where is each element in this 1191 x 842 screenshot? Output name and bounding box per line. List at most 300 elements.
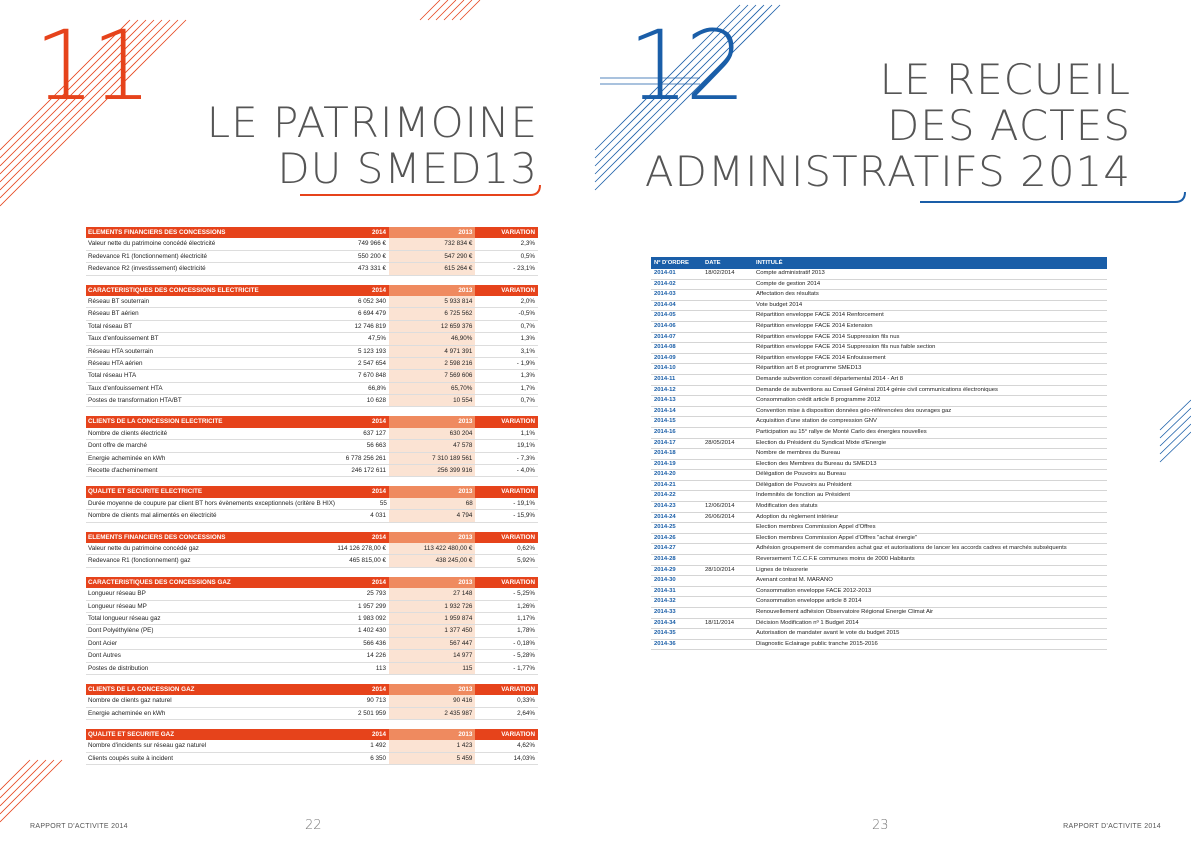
table-cell: DATE [705,260,721,266]
table-cell: Nombre d'incidents sur réseau gaz naturel [88,742,207,750]
table-cell: 2014-08 [654,344,676,351]
table-row [86,695,538,707]
table-row [86,333,538,345]
table-cell: 0,7% [520,322,535,330]
table-cell: QUALITE ET SECURITE GAZ [88,731,175,739]
table-cell: Acquisition d'une station de compression GNV [756,418,877,425]
table-row [651,449,1107,460]
table-row [651,375,1107,386]
table-cell: Diagnostic Eclairage public tranche 2015-2016 [756,640,878,647]
table-cell: - 1,9% [516,359,535,367]
table-cell: Clients coupés suite à incident [88,754,174,762]
table-row [651,354,1107,365]
table-cell: 2014-22 [654,492,676,499]
table-cell: 26/06/2014 [705,513,735,520]
table-cell: Consommation crédit article 8 programme 2012 [756,397,881,404]
table-cell: 2014-36 [654,640,676,647]
table-cell: 2 435 987 [389,708,475,719]
table-row [651,544,1107,555]
table-cell: 65,70% [389,383,475,394]
table-cell: Postes de distribution [88,664,149,672]
table-cell: 2014-07 [654,333,676,340]
table-cell: 10 628 [366,397,386,405]
table-cell: 56 663 [366,442,386,450]
table-cell: VARIATION [501,418,535,426]
table-cell: - 5,25% [513,590,535,598]
table-cell [702,640,753,650]
table-cell: Répartition enveloppe FACE 2014 Suppression fils nus [756,333,900,340]
table-cell: Energie acheminée en kWh [88,709,166,717]
table-cell: Redevance R1 (fonctionnement) électricité [88,252,208,260]
table-cell: 2014-35 [654,630,676,637]
table-row [651,576,1107,587]
table-cell: Renouvellement adhésion Observatoire Régional Energie Climat Air [756,609,934,615]
table-cell: 4 794 [389,510,475,521]
table-cell: Election du Président du Syndicat Mixte d'Energie [756,439,887,446]
actes-table [651,257,1107,650]
table-cell: 6 350 [370,754,386,762]
table-row [651,513,1107,524]
table-cell: 28/10/2014 [705,566,735,573]
table-cell: 5 933 814 [389,296,475,307]
table-cell: 2014 [371,286,386,294]
table-cell: 7 670 848 [357,372,386,380]
table-cell: Reversement T.C.C.F.E communes moins de 2000 Habitants [756,556,915,563]
table-row [651,566,1107,577]
table-cell: Energie acheminée en kWh [88,454,166,462]
table-cell: 6 778 256 261 [345,454,386,462]
table-row [651,555,1107,566]
table-cell: 246 172 611 [351,467,386,475]
table-row [86,753,538,765]
table-row [651,290,1107,301]
table-cell: 6 052 340 [357,297,386,305]
table-cell: 1 423 [389,740,475,751]
table-cell: 6 725 562 [389,308,475,319]
table-row [651,439,1107,450]
table-row [86,370,538,382]
table-row [86,440,538,452]
table-cell: Redevance R1 (fonctionnement) gaz [88,557,191,565]
table-cell: 630 204 [389,428,475,439]
table-row [651,523,1107,534]
table-cell: Décision Modification nº 1 Budget 2014 [756,619,859,626]
table-cell: 732 834 € [389,238,475,249]
table-row [86,510,538,522]
table-cell [702,491,753,501]
table-cell: 10 554 [389,395,475,406]
table-cell: 2014-05 [654,312,676,319]
table-cell: Nº D'ORDRE [654,260,689,266]
table-cell: 1 932 726 [389,601,475,612]
table-row [651,301,1107,312]
table-cell: 2014-01 [654,270,676,276]
table-cell [702,417,753,427]
table-cell: 567 447 [389,638,475,649]
table-cell: 12 746 819 [354,322,386,330]
table-row [86,601,538,613]
table-cell [702,386,753,396]
table-row [86,238,538,250]
table-cell: 2014 [371,533,386,541]
table-cell [702,449,753,459]
table-cell: Lignes de trésorerie [756,566,809,573]
table-row [86,708,538,720]
table-row [651,470,1107,481]
right-footer: RAPPORT D'ACTIVITE 2014 [1063,823,1161,830]
table-cell: 2014-11 [654,375,676,382]
table-row [86,625,538,637]
table-cell: 0,62% [517,544,535,552]
table-cell [702,364,753,374]
table-row [651,629,1107,640]
table-cell: CARACTERISTIQUES DES CONCESSIONS ELECTRICITE [88,286,259,294]
table-cell: 113 [375,664,386,672]
table-cell [702,629,753,639]
section-number-11: 11 [34,10,149,122]
table-row [86,588,538,600]
table-cell: - 0,18% [513,639,535,647]
table-row [651,481,1107,492]
table-cell: 2014 [371,418,386,426]
table-cell: 2014-06 [654,322,676,329]
table-cell: 7 569 606 [389,370,475,381]
table-cell: VARIATION [501,731,535,739]
table-cell: Affectation des résultats [756,291,819,298]
table-cell: 55 [379,499,387,507]
table-row [86,613,538,625]
table-cell: 1 402 430 [357,627,386,635]
table-cell [702,333,753,343]
table-cell: 0,7% [520,397,535,405]
table-row [86,650,538,662]
table-block [86,577,538,675]
table-cell: 2013 [389,684,475,695]
table-cell [702,608,753,618]
table-row [651,587,1107,598]
table-header [86,227,538,238]
table-cell: 18/11/2014 [705,619,735,626]
table-cell: - 23,1% [513,265,535,273]
table-cell [702,428,753,438]
table-cell: Recette d'acheminement [88,467,158,475]
table-cell: 2014-03 [654,291,676,298]
table-cell: 47,5% [368,335,386,343]
table-cell: 1 983 092 [357,614,386,622]
table-cell: CLIENTS DE LA CONCESSION ELECTRICITE [88,418,223,426]
table-cell: Durée moyenne de coupure par client BT hors évènements exceptionnels (critère B HIX) [88,499,335,507]
table-cell: VARIATION [501,286,535,294]
table-cell: 0,33% [517,697,535,705]
table-cell: 2014-24 [654,513,676,520]
table-cell: 18/02/2014 [705,270,735,276]
table-cell: - 15,9% [513,512,535,520]
table-row [651,428,1107,439]
table-row [651,502,1107,513]
table-header [86,486,538,497]
table-header [86,577,538,588]
table-cell: CARACTERISTIQUES DES CONCESSIONS GAZ [88,578,231,586]
table-cell: Délégation de Pouvoirs au Bureau [756,471,846,478]
left-page-number: 22 [305,818,322,833]
table-cell: 2 598 216 [389,358,475,369]
table-cell: Répartition enveloppe FACE 2014 Suppression fils nus faible section [756,344,936,351]
table-cell: 2014 [371,685,386,693]
table-cell: 2014-18 [654,450,676,457]
table-cell [702,534,753,544]
table-row [651,311,1107,322]
table-cell [702,470,753,480]
table-block [86,486,538,522]
table-cell: 14 977 [389,650,475,661]
table-cell: Convention mise à disposition données géo-référencées des ouvrages gaz [756,407,952,414]
table-row [86,453,538,465]
table-cell: Nombre de membres du Bureau [756,450,841,457]
table-cell: 47 578 [389,440,475,451]
table-cell [702,587,753,597]
table-cell [702,375,753,385]
table-cell: 2014-23 [654,503,676,510]
table-row [651,491,1107,502]
table-row [86,498,538,510]
table-row [86,358,538,370]
table-cell: VARIATION [501,488,535,496]
table-cell: 12 659 376 [389,321,475,332]
table-cell: 2014 [371,229,386,236]
table-cell: 4,62% [517,742,535,750]
table-cell: 2013 [389,227,475,238]
table-row [86,346,538,358]
table-cell: Répartition enveloppe FACE 2014 Extension [756,322,873,329]
table-cell: 2014-33 [654,609,676,615]
left-footer: RAPPORT D'ACTIVITE 2014 [30,823,128,830]
table-cell: Dont Acier [88,639,118,647]
table-cell: 1,3% [520,372,535,380]
table-row [651,343,1107,354]
table-cell: Total réseau HTA [88,372,137,380]
section-number-12: 12 [628,10,743,122]
table-cell: Taux d'enfouissement HTA [88,384,163,392]
table-header [86,416,538,427]
table-cell: 6 694 479 [357,310,386,318]
table-cell: 90 713 [366,697,386,705]
table-cell: 2,0% [520,297,535,305]
table-cell: Modification des statuts [756,503,818,510]
table-cell: 2014-13 [654,397,676,404]
table-cell: Consommation enveloppe FACE 2012-2013 [756,587,872,594]
table-row [86,321,538,333]
table-cell: Longueur réseau BP [88,590,146,598]
table-cell: 2014-25 [654,524,676,531]
table-row [86,296,538,308]
table-row [86,465,538,477]
table-header [86,684,538,695]
table-cell: Adhésion groupement de commandes achat gaz et autorisations de lancer les accords cadres et marchés subséquents [756,545,1067,552]
table-cell: 5 459 [389,753,475,764]
table-cell: 14 226 [366,652,386,660]
table-row [651,322,1107,333]
table-cell: 2014 [371,731,386,739]
table-cell: VARIATION [501,533,535,541]
table-row [651,386,1107,397]
table-cell: Demande de subventions au Conseil Général 2014 génie civil communications électroniques [756,386,998,393]
table-row [651,269,1107,280]
table-cell [702,576,753,586]
table-cell: Avenant contrat M. MARANO [756,577,833,584]
table-row [86,251,538,263]
right-title-line2: DES ACTES [886,101,1131,150]
table-cell: Postes de transformation HTA/BT [88,397,182,405]
table-cell: 5,92% [517,557,535,565]
table-cell: 2014-14 [654,407,676,414]
table-cell: 3,1% [520,347,535,355]
table-cell: 438 245,00 € [389,555,475,566]
table-cell: Election des Membres du Bureau du SMED13 [756,460,877,467]
table-cell: 2014-09 [654,354,676,361]
table-row [86,263,538,275]
table-cell: 2014-30 [654,577,676,584]
table-cell: -0,5% [518,310,535,318]
table-cell: 90 416 [389,695,475,706]
table-cell: INTITULÉ [756,260,783,266]
table-cell: Valeur nette du patrimoine concédé gaz [88,544,199,552]
table-cell: 66,8% [368,384,386,392]
table-cell: 2 501 959 [357,709,386,717]
table-cell [702,301,753,311]
table-row [86,740,538,752]
table-cell: - 1,77% [513,664,535,672]
table-cell: Valeur nette du patrimoine concédé électricité [88,240,216,248]
table-header [651,257,1107,269]
table-row [86,638,538,650]
table-cell [702,481,753,491]
table-cell: Nombre de clients électricité [88,429,168,437]
table-cell: 2013 [389,532,475,543]
table-cell: 19,1% [517,442,535,450]
patrimoine-tables [86,227,538,774]
table-cell: 1,3% [520,335,535,343]
table-cell: Nombre de clients mal alimentés en électricité [88,512,217,520]
table-cell: 113 422 480,00 € [389,543,475,554]
table-row [651,417,1107,428]
table-cell: 2014-12 [654,386,676,393]
table-row [651,608,1107,619]
table-row [86,428,538,440]
table-cell: CLIENTS DE LA CONCESSION GAZ [88,685,195,693]
table-cell: Longueur réseau MP [88,602,147,610]
table-cell: Répartition enveloppe FACE 2014 Enfouissement [756,354,886,361]
table-cell: 2014 [371,578,386,586]
table-cell: 1,7% [520,384,535,392]
table-cell: 4 971 391 [389,346,475,357]
table-row [651,407,1107,418]
table-cell: 1,17% [517,614,535,622]
table-cell: Compte administratif 2013 [756,270,825,276]
table-cell [702,407,753,417]
table-cell: Répartition art 8 et programme SMED13 [756,365,862,372]
table-cell: 547 290 € [389,251,475,262]
table-cell: 2,64% [517,709,535,717]
table-cell: 2014-28 [654,556,676,563]
table-cell: Total longueur réseau gaz [88,614,161,622]
table-cell: 1 377 450 [389,625,475,636]
table-cell: Compte de gestion 2014 [756,280,821,287]
table-cell: 2014 [371,488,386,496]
table-cell: 114 126 278,00 € [337,544,386,552]
table-cell: 465 815,00 € [349,557,386,565]
table-cell: 1,78% [517,627,535,635]
table-row [651,396,1107,407]
left-title-line2: DU SMED13 [277,144,538,193]
table-row [651,597,1107,608]
table-cell: 14,03% [513,754,535,762]
table-cell: Adoption du règlement intérieur [756,513,839,520]
table-cell: QUALITE ET SECURITE ELECTRICITE [88,488,203,496]
table-cell [702,523,753,533]
table-row [86,383,538,395]
table-cell: 1 492 [370,742,386,750]
right-title-line1: LE RECUEIL [879,55,1131,104]
table-cell: Autorisation de mandater avant le vote du budget 2015 [756,630,900,637]
table-cell: 7 310 189 561 [389,453,475,464]
table-cell: 2014-04 [654,301,676,308]
table-cell [702,354,753,364]
table-row [651,534,1107,545]
table-cell: 2013 [389,577,475,588]
table-cell: 1 959 874 [389,613,475,624]
right-title-line3: ADMINISTRATIFS 2014 [644,147,1131,196]
table-cell [702,396,753,406]
table-cell: 28/05/2014 [705,439,735,446]
table-row [651,364,1107,375]
table-cell: - 7,3% [516,454,535,462]
table-cell: 2014-20 [654,471,676,478]
table-cell [702,322,753,332]
table-cell: 27 148 [389,588,475,599]
table-cell: - 5,28% [513,652,535,660]
table-cell: ELEMENTS FINANCIERS DES CONCESSIONS [88,533,226,541]
table-cell: Dont Polyéthylène (PE) [88,627,154,635]
table-block [86,729,538,765]
table-cell: 2014-17 [654,439,676,446]
table-cell: Participation au 15° rallye de Monté Carlo des énergies nouvelles [756,428,927,435]
table-cell: 2014-29 [654,566,676,573]
table-cell: 2014-34 [654,619,676,626]
table-cell: 2014-10 [654,365,676,372]
table-cell: VARIATION [501,685,535,693]
table-cell: VARIATION [501,578,535,586]
table-cell: 1,1% [520,429,535,437]
table-cell: 550 200 € [357,252,386,260]
table-cell: 2014-27 [654,545,676,552]
table-cell [702,311,753,321]
table-cell: Redevance R2 (investissement) électricité [88,265,206,273]
table-block [86,416,538,477]
table-cell: 2 547 654 [357,359,386,367]
table-cell: Délégation de Pouvoirs au Président [756,481,852,488]
table-cell: Réseau BT souterrain [88,297,150,305]
table-cell: 2014-19 [654,460,676,467]
table-cell [702,544,753,554]
table-cell: 0,5% [520,252,535,260]
table-row [651,619,1107,630]
table-cell: 2014-21 [654,481,676,488]
table-block [86,227,538,276]
table-cell: - 19,1% [513,499,535,507]
table-cell: VARIATION [501,229,535,236]
table-cell: 637 127 [363,429,386,437]
table-cell: Nombre de clients gaz naturel [88,697,172,705]
